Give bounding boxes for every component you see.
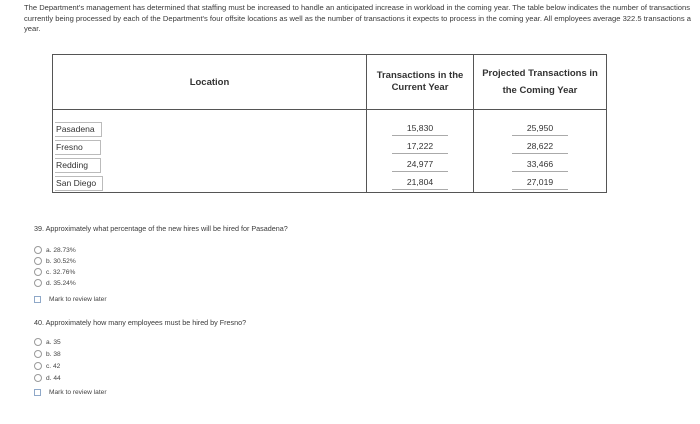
option-label: a. 28.73% [46, 246, 76, 254]
table-row [53, 138, 607, 156]
q39-mark-review[interactable] [34, 294, 107, 304]
radio-button[interactable] [34, 350, 42, 358]
current-value: 21,804 [392, 176, 448, 190]
current-cell [367, 156, 474, 174]
option-label: b. 38 [46, 350, 61, 358]
q40-option-d[interactable] [34, 373, 61, 383]
mark-checkbox[interactable] [34, 389, 41, 396]
location-cell [53, 138, 367, 156]
projected-cell [474, 156, 607, 174]
projected-value: 33,466 [512, 158, 568, 172]
radio-button[interactable] [34, 362, 42, 370]
header-projected: Projected Transactions in the Coming Year [474, 55, 607, 110]
intro-text: The Department's management has determined that staffing must be increased to handle an anticipated increase in workload in the coming year. The table below indicates the number of transactions currently being processed by each of the Department's four offsite locations as well as the number of transactions it expects to process in the coming year. All employees average 322.5 transactions a year. [24, 3, 691, 33]
current-value: 17,222 [392, 140, 448, 154]
projected-value: 27,019 [512, 176, 568, 190]
location-cell [53, 110, 367, 139]
q40-option-c[interactable] [34, 361, 60, 371]
projected-cell [474, 110, 607, 139]
q40-mark-review[interactable] [34, 387, 107, 397]
option-label: c. 42 [46, 362, 61, 370]
projected-value: 25,950 [512, 122, 568, 136]
current-cell [367, 110, 474, 139]
transactions-table [52, 54, 607, 193]
location-cell [53, 174, 367, 193]
projected-cell [474, 138, 607, 156]
radio-button[interactable] [34, 257, 42, 265]
option-label: d. 35.24% [46, 279, 76, 287]
q39-option-b[interactable] [34, 256, 76, 266]
table-row [53, 174, 607, 193]
table-row [53, 110, 607, 139]
option-label: d. 44 [46, 374, 61, 382]
q40-option-b[interactable] [34, 349, 61, 359]
question-40-text: 40. Approximately how many employees must be hired by Fresno? [34, 318, 247, 327]
header-location: Location [53, 55, 367, 110]
option-label: c. 32.76% [46, 268, 76, 276]
current-value: 24,977 [392, 158, 448, 172]
radio-button[interactable] [34, 246, 42, 254]
table-header-row [53, 55, 607, 110]
projected-cell [474, 174, 607, 193]
current-cell [367, 138, 474, 156]
current-cell [367, 174, 474, 193]
radio-button[interactable] [34, 268, 42, 276]
current-value: 15,830 [392, 122, 448, 136]
location-label: San Diego [55, 176, 103, 191]
q40-option-a[interactable] [34, 337, 61, 347]
option-label: b. 30.52% [46, 257, 76, 265]
mark-label: Mark to review later [49, 388, 107, 396]
location-label: Fresno [55, 140, 101, 155]
header-current-year: Transactions in the Current Year [367, 55, 474, 110]
mark-checkbox[interactable] [34, 296, 41, 303]
table-row [53, 156, 607, 174]
location-label: Pasadena [55, 122, 102, 137]
location-cell [53, 156, 367, 174]
mark-label: Mark to review later [49, 295, 107, 303]
q39-option-a[interactable] [34, 245, 76, 255]
location-label: Redding [55, 158, 101, 173]
radio-button[interactable] [34, 338, 42, 346]
question-39-text: 39. Approximately what percentage of the new hires will be hired for Pasadena? [34, 224, 288, 233]
q39-option-d[interactable] [34, 278, 76, 288]
radio-button[interactable] [34, 279, 42, 287]
radio-button[interactable] [34, 374, 42, 382]
projected-value: 28,622 [512, 140, 568, 154]
option-label: a. 35 [46, 338, 61, 346]
q39-option-c[interactable] [34, 267, 75, 277]
